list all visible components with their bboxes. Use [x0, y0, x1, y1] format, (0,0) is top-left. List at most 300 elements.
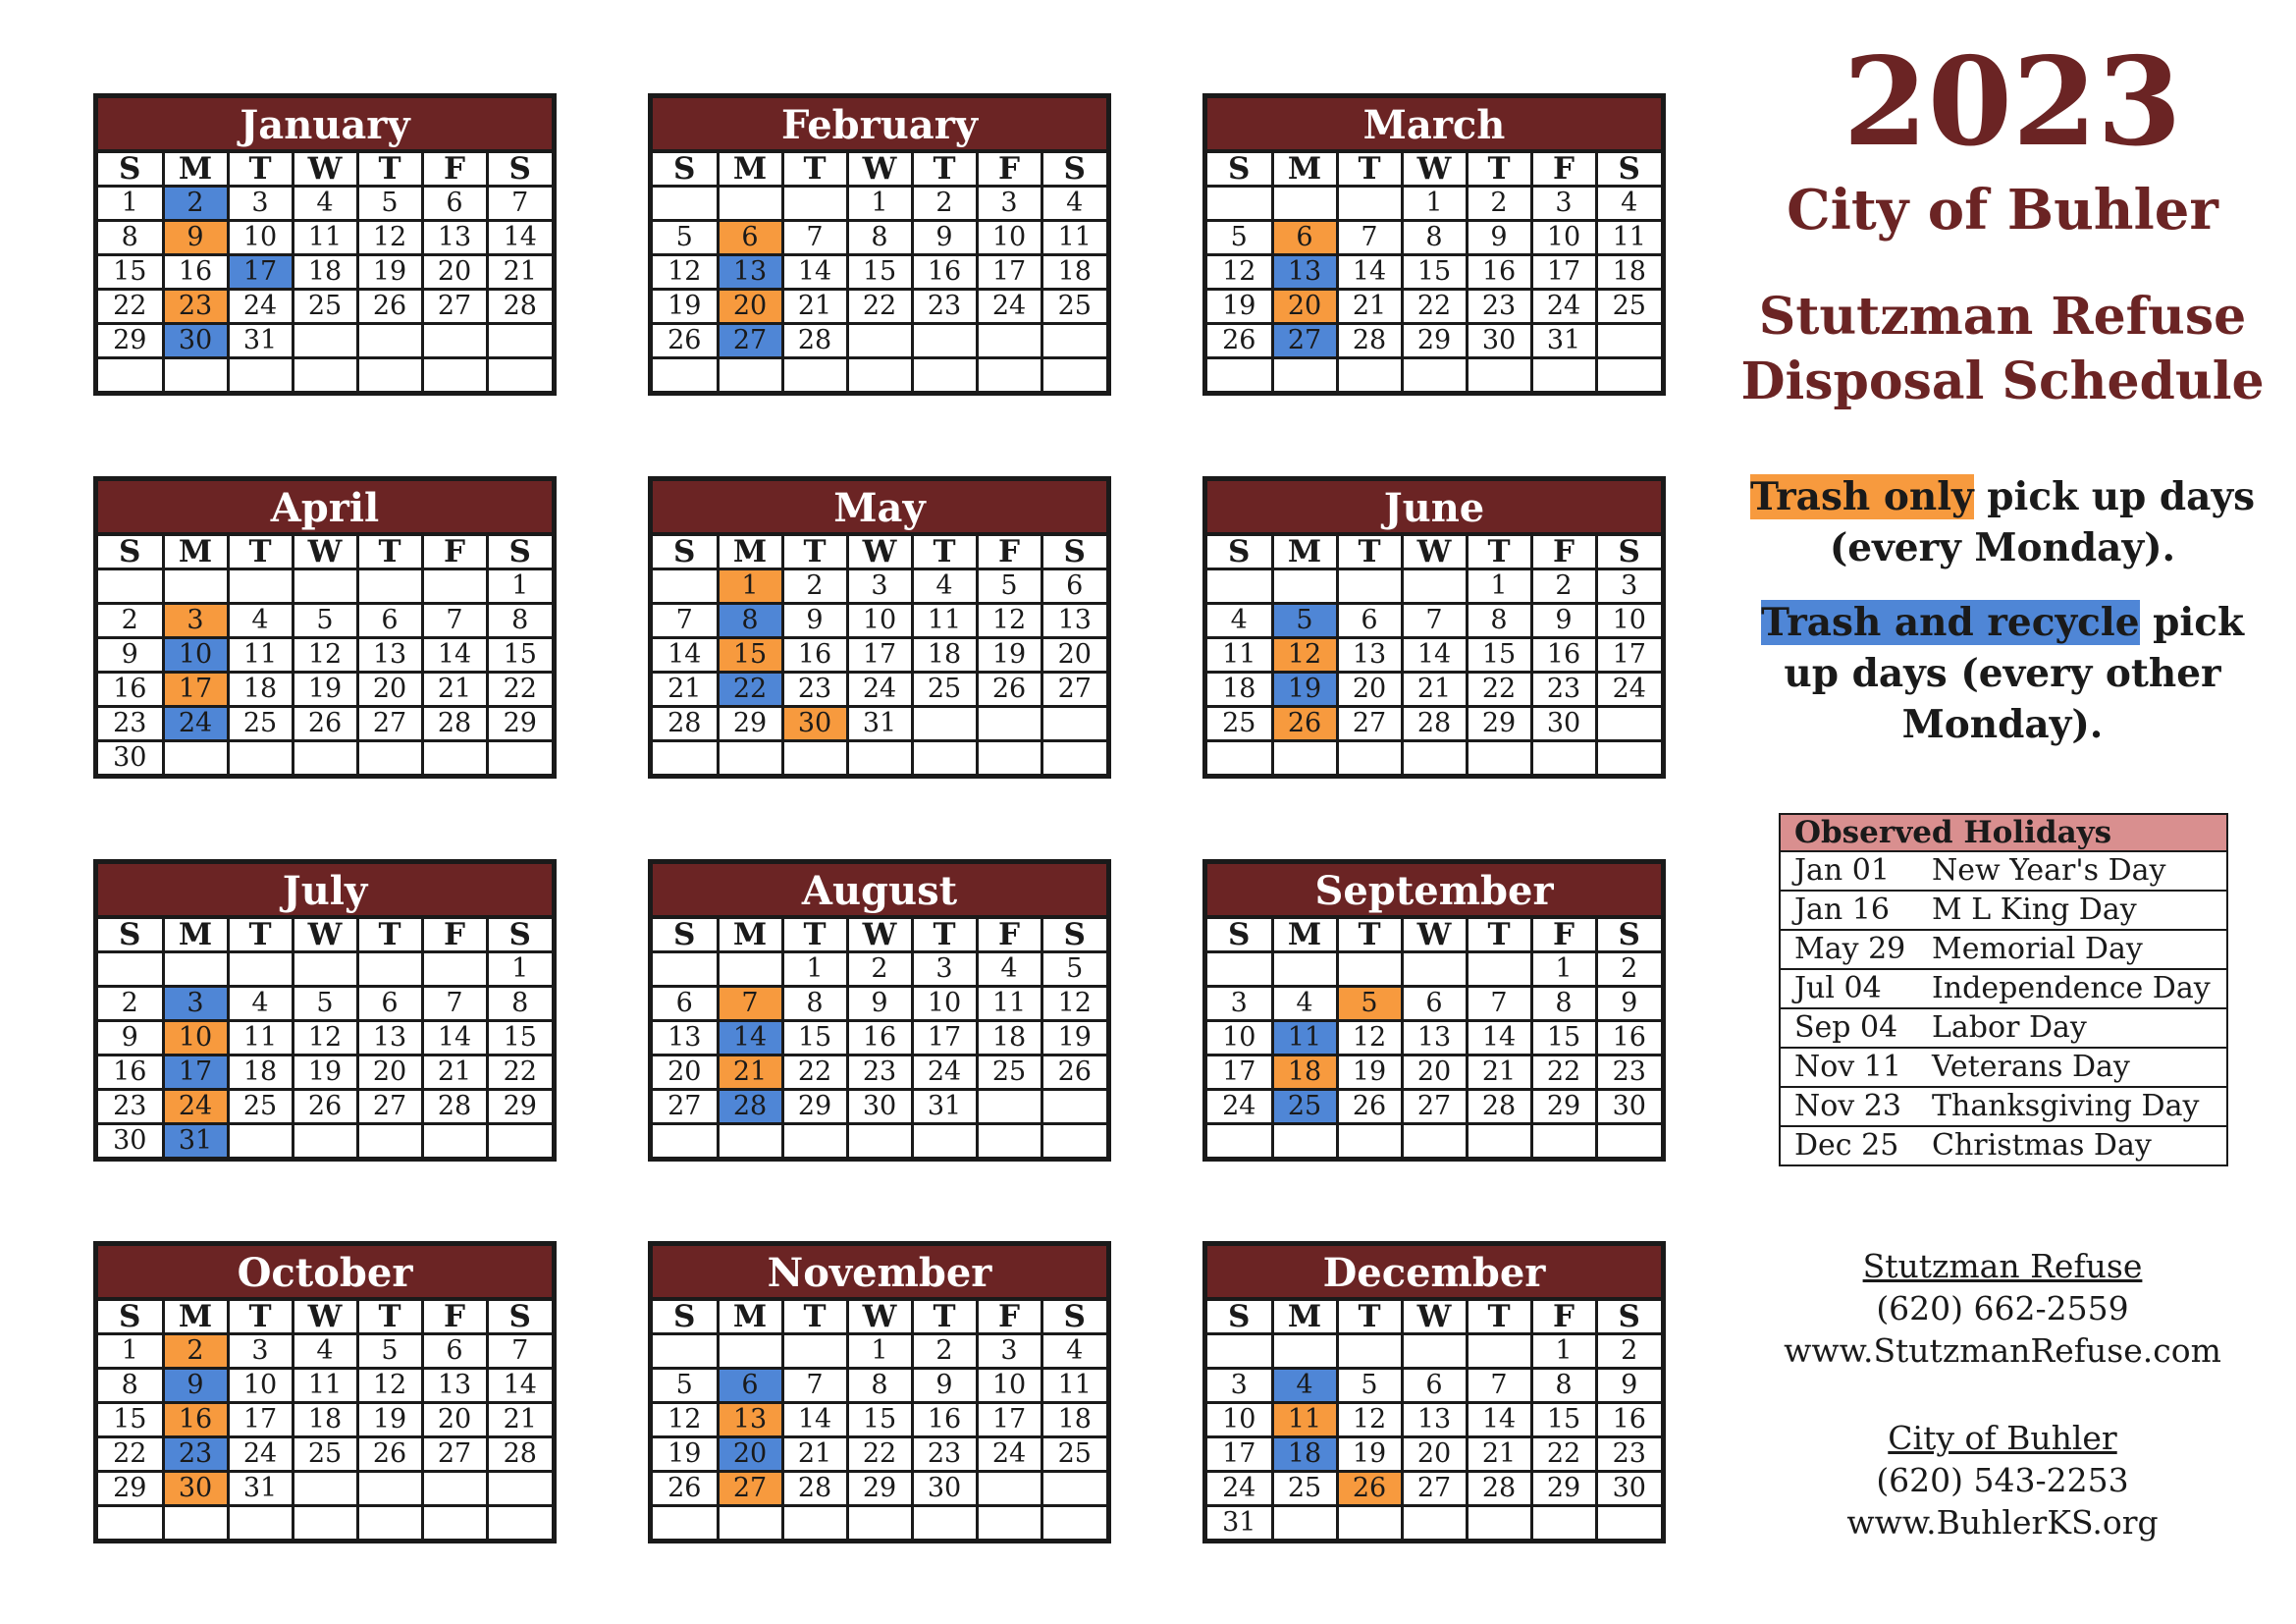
empty-cell: [1272, 1334, 1337, 1369]
day-cell: 4: [1041, 1334, 1106, 1369]
weekday-header: F: [977, 153, 1041, 187]
day-cell: 26: [653, 1472, 718, 1506]
holiday-name: Memorial Day: [1932, 932, 2143, 966]
day-cell: 31: [1207, 1506, 1272, 1540]
day-cell: 3: [228, 187, 293, 221]
day-cell: 9: [847, 987, 912, 1021]
month-september: [1202, 859, 1666, 1162]
empty-cell: [422, 324, 487, 358]
day-cell: 28: [718, 1090, 782, 1124]
day-cell: 20: [357, 1056, 422, 1090]
empty-cell: [1337, 1506, 1402, 1540]
weekday-header: S: [487, 1301, 552, 1334]
day-cell: 28: [782, 1472, 847, 1506]
day-cell: 15: [1467, 638, 1531, 673]
day-cell: 13: [718, 255, 782, 290]
empty-cell: [1337, 1124, 1402, 1158]
empty-cell: [1272, 1124, 1337, 1158]
day-cell: 28: [1467, 1472, 1531, 1506]
day-cell: 28: [487, 290, 552, 324]
day-cell: 27: [1402, 1472, 1467, 1506]
empty-cell: [977, 741, 1041, 775]
schedule-title-line1: Stutzman Refuse: [1758, 287, 2247, 347]
empty-cell: [163, 1506, 228, 1540]
empty-cell: [422, 1506, 487, 1540]
day-cell: 14: [782, 255, 847, 290]
day-cell: 16: [1596, 1403, 1661, 1437]
weekday-header: S: [653, 1301, 718, 1334]
day-cell: 2: [98, 604, 163, 638]
empty-cell: [293, 1506, 357, 1540]
day-cell: 27: [1041, 673, 1106, 707]
day-cell: 9: [163, 221, 228, 255]
day-cell: 20: [1402, 1437, 1467, 1472]
day-cell: 14: [782, 1403, 847, 1437]
weekday-header: M: [163, 153, 228, 187]
day-cell: 28: [422, 1090, 487, 1124]
day-cell: 22: [1402, 290, 1467, 324]
day-cell: 13: [653, 1021, 718, 1056]
empty-cell: [1596, 1124, 1661, 1158]
empty-cell: [718, 1124, 782, 1158]
day-cell: 12: [1207, 255, 1272, 290]
day-cell: 14: [653, 638, 718, 673]
day-cell: 20: [718, 290, 782, 324]
weekday-header: M: [1272, 536, 1337, 569]
day-cell: 24: [1207, 1090, 1272, 1124]
day-cell: 7: [782, 1369, 847, 1403]
day-cell: 13: [1402, 1021, 1467, 1056]
contact-city: [1728, 1417, 2277, 1543]
empty-cell: [1041, 1090, 1106, 1124]
day-cell: 22: [1467, 673, 1531, 707]
contact-website[interactable]: www.BuhlerKS.org: [1846, 1503, 2159, 1542]
weekday-header: S: [98, 919, 163, 952]
day-cell: 30: [1596, 1472, 1661, 1506]
weekday-header: S: [1207, 919, 1272, 952]
day-cell: 13: [1337, 638, 1402, 673]
day-cell: 22: [98, 290, 163, 324]
day-cell: 21: [1467, 1056, 1531, 1090]
day-cell: 12: [1337, 1021, 1402, 1056]
weekday-header: F: [1531, 153, 1596, 187]
weekday-header: S: [1596, 919, 1661, 952]
day-cell: 9: [98, 1021, 163, 1056]
day-cell: 30: [98, 741, 163, 775]
day-cell: 1: [1402, 187, 1467, 221]
day-cell: 7: [422, 604, 487, 638]
weekday-header: F: [422, 153, 487, 187]
day-cell: 17: [163, 673, 228, 707]
day-cell: 20: [653, 1056, 718, 1090]
day-cell: 17: [1531, 255, 1596, 290]
day-cell: 5: [293, 987, 357, 1021]
empty-cell: [912, 707, 977, 741]
day-cell: 10: [977, 221, 1041, 255]
empty-cell: [653, 952, 718, 987]
recycle-legend-text: pick: [2139, 600, 2244, 645]
holiday-date: May 29: [1794, 932, 1906, 966]
holiday-date: Sep 04: [1794, 1010, 1898, 1045]
weekday-header: S: [98, 1301, 163, 1334]
empty-cell: [1041, 707, 1106, 741]
day-cell: 25: [228, 1090, 293, 1124]
trash-legend-text: pick up days: [1973, 474, 2256, 519]
day-cell: 28: [1467, 1090, 1531, 1124]
day-cell: 19: [1207, 290, 1272, 324]
empty-cell: [487, 1124, 552, 1158]
day-cell: 28: [1337, 324, 1402, 358]
day-cell: 9: [98, 638, 163, 673]
empty-cell: [98, 952, 163, 987]
day-cell: 30: [1531, 707, 1596, 741]
day-cell: 7: [653, 604, 718, 638]
day-cell: 26: [653, 324, 718, 358]
trash-legend-line2: (every Monday).: [1829, 525, 2176, 570]
day-cell: 22: [1531, 1437, 1596, 1472]
day-cell: 11: [1207, 638, 1272, 673]
trash-only-highlight: Trash only: [1749, 474, 1974, 519]
day-cell: 26: [1272, 707, 1337, 741]
weekday-header: S: [98, 153, 163, 187]
empty-cell: [1467, 741, 1531, 775]
recycle-highlight: Trash and recycle: [1761, 600, 2140, 645]
weekday-header: S: [1596, 536, 1661, 569]
day-cell: 3: [163, 604, 228, 638]
day-cell: 14: [487, 221, 552, 255]
day-cell: 7: [422, 987, 487, 1021]
day-cell: 10: [163, 638, 228, 673]
day-cell: 6: [718, 221, 782, 255]
day-cell: 16: [163, 255, 228, 290]
day-cell: 27: [1337, 707, 1402, 741]
weekday-header: T: [228, 1301, 293, 1334]
day-cell: 27: [653, 1090, 718, 1124]
empty-cell: [1467, 358, 1531, 392]
holiday-row: [1781, 1127, 2226, 1164]
day-cell: 30: [782, 707, 847, 741]
day-cell: 23: [847, 1056, 912, 1090]
empty-cell: [422, 952, 487, 987]
day-cell: 18: [912, 638, 977, 673]
month-title: June: [1207, 481, 1661, 536]
empty-cell: [1041, 358, 1106, 392]
day-cell: 4: [228, 987, 293, 1021]
empty-cell: [98, 358, 163, 392]
day-cell: 16: [782, 638, 847, 673]
day-cell: 9: [163, 1369, 228, 1403]
day-cell: 9: [1596, 987, 1661, 1021]
empty-cell: [1272, 1506, 1337, 1540]
empty-cell: [782, 187, 847, 221]
empty-cell: [357, 952, 422, 987]
day-cell: 5: [357, 1334, 422, 1369]
empty-cell: [487, 1472, 552, 1506]
day-cell: 16: [1531, 638, 1596, 673]
empty-cell: [1041, 1124, 1106, 1158]
day-cell: 8: [718, 604, 782, 638]
day-cell: 29: [1531, 1472, 1596, 1506]
day-cell: 30: [163, 1472, 228, 1506]
day-cell: 14: [422, 638, 487, 673]
day-cell: 12: [293, 638, 357, 673]
empty-cell: [1402, 1506, 1467, 1540]
empty-cell: [1402, 1124, 1467, 1158]
day-cell: 10: [1207, 1021, 1272, 1056]
day-cell: 18: [1596, 255, 1661, 290]
day-cell: 25: [293, 1437, 357, 1472]
weekday-header: M: [163, 536, 228, 569]
day-cell: 13: [422, 1369, 487, 1403]
day-cell: 6: [1402, 1369, 1467, 1403]
empty-cell: [293, 952, 357, 987]
day-cell: 2: [98, 987, 163, 1021]
day-cell: 31: [912, 1090, 977, 1124]
empty-cell: [1337, 952, 1402, 987]
day-cell: 18: [228, 1056, 293, 1090]
day-cell: 7: [487, 1334, 552, 1369]
day-cell: 21: [422, 673, 487, 707]
day-cell: 28: [653, 707, 718, 741]
day-cell: 24: [1596, 673, 1661, 707]
day-cell: 5: [1337, 987, 1402, 1021]
day-cell: 17: [912, 1021, 977, 1056]
day-cell: 8: [1467, 604, 1531, 638]
day-cell: 12: [293, 1021, 357, 1056]
day-cell: 25: [1041, 290, 1106, 324]
empty-cell: [357, 1472, 422, 1506]
day-cell: 2: [912, 187, 977, 221]
empty-cell: [1402, 1334, 1467, 1369]
empty-cell: [1272, 569, 1337, 604]
weekday-header: T: [357, 1301, 422, 1334]
day-cell: 2: [163, 187, 228, 221]
day-cell: 29: [847, 1472, 912, 1506]
month-june: [1202, 476, 1666, 779]
day-cell: 11: [977, 987, 1041, 1021]
empty-cell: [1041, 1506, 1106, 1540]
weekday-header: M: [163, 919, 228, 952]
empty-cell: [977, 1472, 1041, 1506]
day-cell: 13: [422, 221, 487, 255]
day-cell: 19: [977, 638, 1041, 673]
day-cell: 11: [1272, 1021, 1337, 1056]
day-cell: 2: [782, 569, 847, 604]
holiday-row: [1781, 892, 2226, 931]
day-cell: 31: [163, 1124, 228, 1158]
weekday-header: W: [1402, 536, 1467, 569]
day-cell: 18: [1272, 1056, 1337, 1090]
day-cell: 29: [1467, 707, 1531, 741]
day-cell: 18: [293, 255, 357, 290]
day-cell: 15: [1531, 1021, 1596, 1056]
empty-cell: [977, 1090, 1041, 1124]
empty-cell: [1207, 358, 1272, 392]
day-cell: 1: [487, 952, 552, 987]
empty-cell: [487, 1506, 552, 1540]
day-cell: 12: [1272, 638, 1337, 673]
day-cell: 8: [98, 221, 163, 255]
empty-cell: [912, 358, 977, 392]
day-cell: 23: [98, 1090, 163, 1124]
day-cell: 8: [1531, 987, 1596, 1021]
day-cell: 25: [1207, 707, 1272, 741]
empty-cell: [1402, 358, 1467, 392]
empty-cell: [718, 358, 782, 392]
empty-cell: [1596, 358, 1661, 392]
weekday-header: S: [1596, 1301, 1661, 1334]
weekday-header: T: [357, 536, 422, 569]
contact-name: Stutzman Refuse: [1862, 1247, 2143, 1285]
empty-cell: [163, 358, 228, 392]
day-cell: 5: [1207, 221, 1272, 255]
day-cell: 22: [1531, 1056, 1596, 1090]
weekday-header: T: [782, 536, 847, 569]
day-cell: 10: [912, 987, 977, 1021]
day-cell: 11: [1272, 1403, 1337, 1437]
weekday-header: W: [293, 153, 357, 187]
day-cell: 15: [487, 1021, 552, 1056]
day-cell: 15: [98, 1403, 163, 1437]
day-cell: 4: [1272, 1369, 1337, 1403]
empty-cell: [293, 1124, 357, 1158]
weekday-header: M: [718, 919, 782, 952]
weekday-header: S: [487, 919, 552, 952]
day-cell: 20: [422, 255, 487, 290]
weekday-header: W: [847, 919, 912, 952]
day-cell: 13: [357, 638, 422, 673]
day-cell: 30: [912, 1472, 977, 1506]
weekday-header: T: [1467, 1301, 1531, 1334]
weekday-header: S: [1207, 536, 1272, 569]
empty-cell: [1467, 1334, 1531, 1369]
day-cell: 6: [1337, 604, 1402, 638]
day-cell: 22: [782, 1056, 847, 1090]
day-cell: 8: [847, 221, 912, 255]
day-cell: 12: [357, 1369, 422, 1403]
day-cell: 31: [1531, 324, 1596, 358]
weekday-header: S: [487, 153, 552, 187]
day-cell: 12: [653, 255, 718, 290]
holiday-date: Jan 01: [1794, 853, 1890, 888]
day-cell: 10: [847, 604, 912, 638]
month-title: April: [98, 481, 552, 536]
schedule-title-line2: Disposal Schedule: [1740, 352, 2265, 411]
empty-cell: [163, 569, 228, 604]
day-cell: 24: [912, 1056, 977, 1090]
day-cell: 5: [977, 569, 1041, 604]
holiday-name: New Year's Day: [1932, 853, 2166, 888]
day-cell: 20: [1337, 673, 1402, 707]
day-cell: 24: [163, 707, 228, 741]
day-cell: 7: [487, 187, 552, 221]
day-cell: 4: [293, 187, 357, 221]
empty-cell: [422, 1124, 487, 1158]
day-cell: 25: [1272, 1472, 1337, 1506]
day-cell: 20: [1402, 1056, 1467, 1090]
recycle-legend: [1728, 597, 2277, 750]
day-cell: 7: [1467, 987, 1531, 1021]
day-cell: 21: [487, 255, 552, 290]
day-cell: 5: [1041, 952, 1106, 987]
day-cell: 14: [1337, 255, 1402, 290]
day-cell: 20: [422, 1403, 487, 1437]
weekday-header: T: [912, 536, 977, 569]
day-cell: 16: [847, 1021, 912, 1056]
weekday-header: T: [228, 153, 293, 187]
day-cell: 30: [1467, 324, 1531, 358]
empty-cell: [1402, 952, 1467, 987]
day-cell: 17: [228, 1403, 293, 1437]
day-cell: 23: [163, 290, 228, 324]
day-cell: 5: [653, 1369, 718, 1403]
day-cell: 15: [1531, 1403, 1596, 1437]
day-cell: 16: [98, 673, 163, 707]
day-cell: 19: [1337, 1056, 1402, 1090]
empty-cell: [1467, 952, 1531, 987]
empty-cell: [1337, 1334, 1402, 1369]
day-cell: 4: [293, 1334, 357, 1369]
day-cell: 10: [1531, 221, 1596, 255]
empty-cell: [422, 741, 487, 775]
day-cell: 19: [293, 1056, 357, 1090]
day-cell: 4: [1272, 987, 1337, 1021]
empty-cell: [847, 1124, 912, 1158]
day-cell: 17: [1207, 1437, 1272, 1472]
weekday-header: T: [357, 153, 422, 187]
day-cell: 27: [1272, 324, 1337, 358]
day-cell: 21: [1337, 290, 1402, 324]
day-cell: 27: [718, 324, 782, 358]
weekday-header: S: [1207, 1301, 1272, 1334]
day-cell: 17: [228, 255, 293, 290]
day-cell: 1: [1531, 952, 1596, 987]
empty-cell: [293, 741, 357, 775]
day-cell: 4: [1207, 604, 1272, 638]
day-cell: 5: [1272, 604, 1337, 638]
day-cell: 11: [912, 604, 977, 638]
day-cell: 1: [487, 569, 552, 604]
weekday-header: W: [847, 1301, 912, 1334]
empty-cell: [912, 1124, 977, 1158]
weekday-header: W: [293, 536, 357, 569]
day-cell: 17: [1207, 1056, 1272, 1090]
weekday-header: T: [228, 919, 293, 952]
day-cell: 6: [357, 987, 422, 1021]
month-march: [1202, 93, 1666, 396]
weekday-header: T: [912, 153, 977, 187]
weekday-header: T: [1467, 536, 1531, 569]
day-cell: 24: [977, 290, 1041, 324]
holiday-row: [1781, 852, 2226, 892]
weekday-header: F: [1531, 536, 1596, 569]
day-cell: 7: [782, 221, 847, 255]
contact-website[interactable]: www.StutzmanRefuse.com: [1784, 1331, 2221, 1370]
day-cell: 14: [487, 1369, 552, 1403]
weekday-header: F: [1531, 1301, 1596, 1334]
day-cell: 22: [847, 290, 912, 324]
day-cell: 19: [293, 673, 357, 707]
empty-cell: [357, 324, 422, 358]
schedule-title: [1728, 285, 2277, 414]
empty-cell: [1467, 1506, 1531, 1540]
empty-cell: [1041, 1472, 1106, 1506]
day-cell: 23: [1596, 1437, 1661, 1472]
empty-cell: [977, 324, 1041, 358]
day-cell: 18: [977, 1021, 1041, 1056]
empty-cell: [293, 324, 357, 358]
weekday-header: T: [1337, 536, 1402, 569]
